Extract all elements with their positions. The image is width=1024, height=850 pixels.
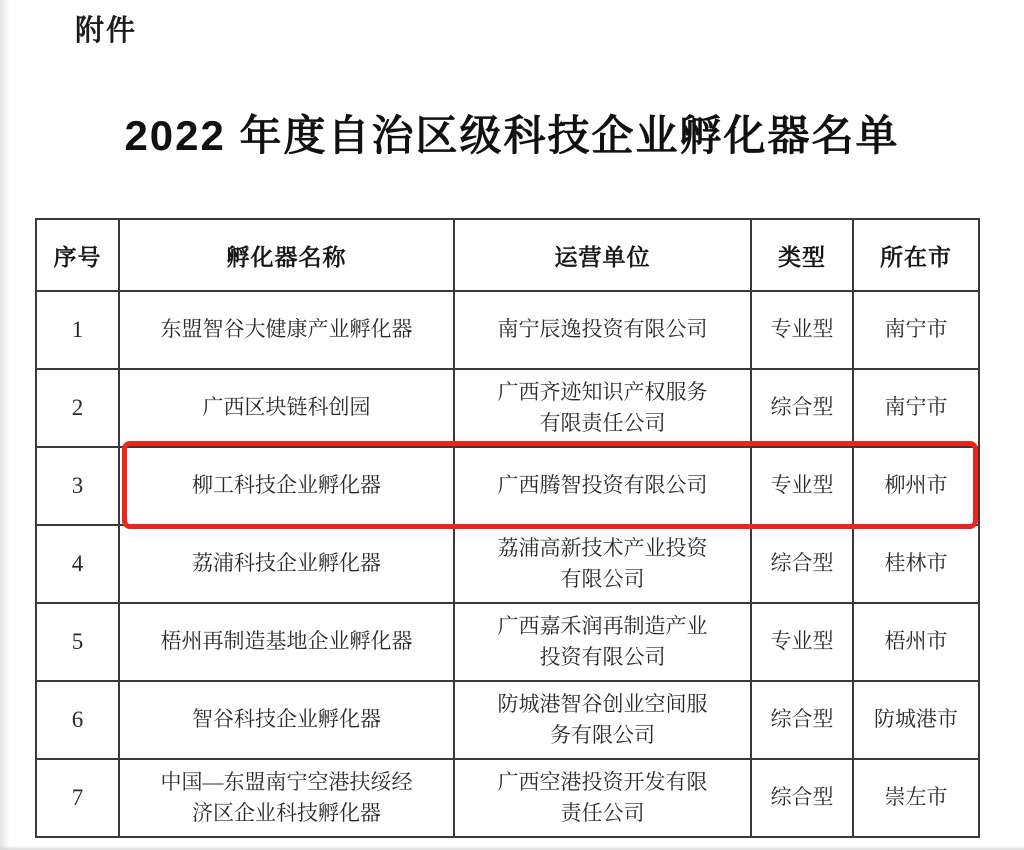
cell-index: 4 <box>36 525 119 603</box>
cell-city: 防城港市 <box>853 681 979 759</box>
cell-type: 专业型 <box>751 291 853 369</box>
cell-city: 梧州市 <box>853 603 979 681</box>
col-header-operator: 运营单位 <box>454 219 751 291</box>
cell-index: 5 <box>36 603 119 681</box>
cell-incubator-name: 智谷科技企业孵化器 <box>119 681 454 759</box>
cell-incubator-name: 中国—东盟南宁空港扶绥经济区企业科技孵化器 <box>119 759 454 837</box>
cell-operator: 广西空港投资开发有限责任公司 <box>454 759 751 837</box>
cell-type: 专业型 <box>751 603 853 681</box>
attachment-label: 附件 <box>75 15 138 47</box>
cell-incubator-name: 东盟智谷大健康产业孵化器 <box>119 291 454 369</box>
cell-city: 柳州市 <box>853 447 979 525</box>
cell-incubator-name: 荔浦科技企业孵化器 <box>119 525 454 603</box>
col-header-incubator-name: 孵化器名称 <box>119 219 454 291</box>
table-row <box>36 291 979 369</box>
cell-type: 专业型 <box>751 447 853 525</box>
table-row <box>36 603 979 681</box>
cell-city: 南宁市 <box>853 291 979 369</box>
cell-index: 6 <box>36 681 119 759</box>
cell-incubator-name: 柳工科技企业孵化器 <box>119 447 454 525</box>
cell-operator: 广西齐迹知识产权服务有限责任公司 <box>454 369 751 447</box>
cell-index: 3 <box>36 447 119 525</box>
cell-type: 综合型 <box>751 759 853 837</box>
cell-type: 综合型 <box>751 369 853 447</box>
table-row-highlighted <box>36 447 979 525</box>
cell-operator: 荔浦高新技术产业投资有限公司 <box>454 525 751 603</box>
incubator-table <box>35 218 980 838</box>
cell-operator: 防城港智谷创业空间服务有限公司 <box>454 681 751 759</box>
table-row <box>36 759 979 837</box>
table-row <box>36 525 979 603</box>
table-row <box>36 369 979 447</box>
cell-type: 综合型 <box>751 681 853 759</box>
col-header-index: 序号 <box>36 219 119 291</box>
cell-incubator-name: 广西区块链科创园 <box>119 369 454 447</box>
table-row <box>36 681 979 759</box>
col-header-city: 所在市 <box>853 219 979 291</box>
cell-index: 7 <box>36 759 119 837</box>
table-header-row <box>36 219 979 291</box>
scan-edge-bottom <box>0 846 1024 850</box>
cell-city: 南宁市 <box>853 369 979 447</box>
cell-operator: 广西嘉禾润再制造产业投资有限公司 <box>454 603 751 681</box>
cell-type: 综合型 <box>751 525 853 603</box>
cell-city: 崇左市 <box>853 759 979 837</box>
page-title: 2022 年度自治区级科技企业孵化器名单 <box>124 112 900 159</box>
col-header-type: 类型 <box>751 219 853 291</box>
cell-incubator-name: 梧州再制造基地企业孵化器 <box>119 603 454 681</box>
cell-index: 2 <box>36 369 119 447</box>
cell-index: 1 <box>36 291 119 369</box>
cell-operator: 南宁辰逸投资有限公司 <box>454 291 751 369</box>
cell-operator: 广西腾智投资有限公司 <box>454 447 751 525</box>
cell-city: 桂林市 <box>853 525 979 603</box>
